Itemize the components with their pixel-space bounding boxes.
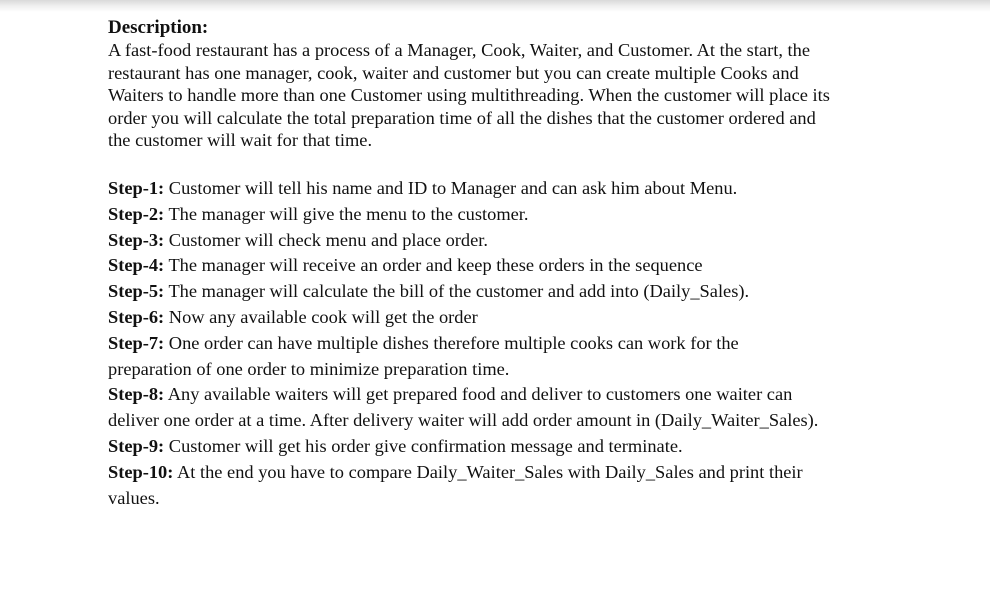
step-1 <box>108 176 874 202</box>
step-8 <box>108 382 874 408</box>
step-5 <box>108 279 874 305</box>
description-line: order you will calculate the total preparation time of all the dishes that the customer ordered and <box>108 107 816 128</box>
step-text: The manager will receive an order and keep these orders in the sequence <box>168 255 703 276</box>
step-text: The manager will give the menu to the customer. <box>168 203 529 224</box>
description-line: Waiters to handle more than one Customer using multithreading. When the customer will place its <box>108 85 830 106</box>
step-7 <box>108 331 874 357</box>
step-2 <box>108 202 874 228</box>
step-label: Step-8: <box>108 384 165 405</box>
description-heading: Description: <box>108 17 209 38</box>
steps-list <box>108 176 874 511</box>
document-page <box>108 16 874 511</box>
step-10-continued: values. <box>108 487 160 508</box>
step-text: Customer will tell his name and ID to Manager and can ask him about Menu. <box>168 177 738 198</box>
step-4 <box>108 253 874 279</box>
step-text: The manager will calculate the bill of the customer and add into (Daily_Sales). <box>168 281 750 302</box>
step-text: Customer will check menu and place order. <box>168 229 488 250</box>
step-label: Step-5: <box>108 281 165 302</box>
step-label: Step-9: <box>108 435 165 456</box>
step-7-continued: preparation of one order to minimize preparation time. <box>108 358 510 379</box>
description-line: A fast-food restaurant has a process of a Manager, Cook, Waiter, and Customer. At the start, the <box>108 40 811 60</box>
step-label: Step-10: <box>108 461 174 482</box>
step-label: Step-6: <box>108 306 165 327</box>
step-text: Now any available cook will get the order <box>168 306 478 327</box>
step-10 <box>108 460 874 486</box>
description-line: restaurant has one manager, cook, waiter and customer but you can create multiple Cooks and <box>108 62 799 83</box>
step-text: At the end you have to compare Daily_Waiter_Sales with Daily_Sales and print their <box>176 461 803 482</box>
description-paragraph <box>108 39 874 152</box>
step-text: Any available waiters will get prepared food and deliver to customers one waiter can <box>167 384 793 405</box>
description-line: the customer will wait for that time. <box>108 130 373 151</box>
step-label: Step-3: <box>108 229 165 250</box>
step-text: One order can have multiple dishes therefore multiple cooks can work for the <box>168 332 739 353</box>
step-text: Customer will get his order give confirmation message and terminate. <box>168 435 683 456</box>
step-label: Step-2: <box>108 203 165 224</box>
viewer-top-shadow <box>0 0 990 12</box>
step-6 <box>108 305 874 331</box>
step-8-continued: deliver one order at a time. After delivery waiter will add order amount in (Daily_Waiter_Sales). <box>108 410 819 431</box>
step-9 <box>108 434 874 460</box>
step-label: Step-7: <box>108 332 165 353</box>
step-label: Step-4: <box>108 255 165 276</box>
step-3 <box>108 228 874 254</box>
step-label: Step-1: <box>108 177 165 198</box>
